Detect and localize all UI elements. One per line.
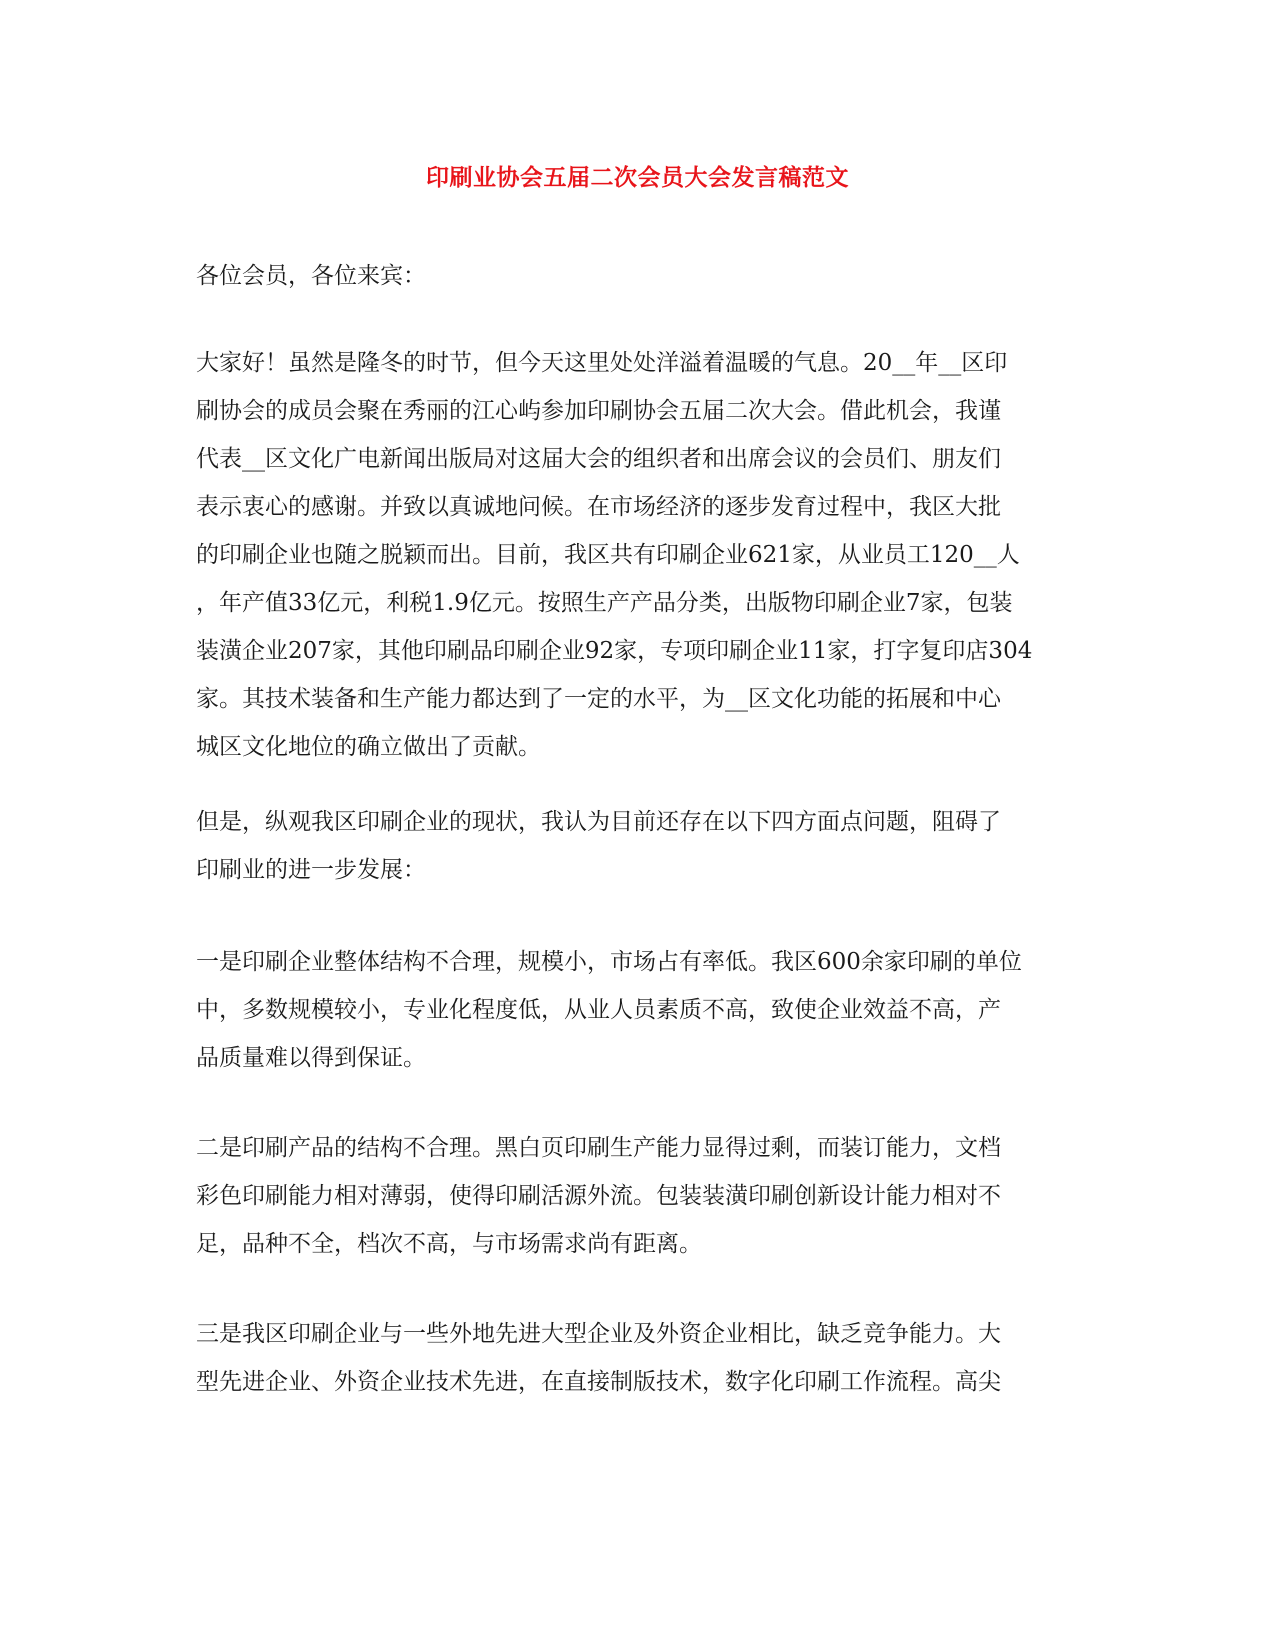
- paragraph-problem-one: [196, 938, 1086, 1082]
- paragraph-line: 大家好！虽然是隆冬的时节，但今天这里处处洋溢着温暖的气息。20__年__区印: [196, 350, 1008, 376]
- paragraph-line: 中，多数规模较小，专业化程度低，从业人员素质不高，致使企业效益不高，产: [196, 997, 1001, 1023]
- paragraph-problem-two: [196, 1124, 1086, 1268]
- paragraph-line: 城区文化地位的确立做出了贡献。: [196, 734, 541, 760]
- paragraph-problem-three: [196, 1310, 1086, 1406]
- paragraph-line: 家。其技术装备和生产能力都达到了一定的水平，为__区文化功能的拓展和中心: [196, 686, 1001, 712]
- paragraph-line: ，年产值33亿元，利税1.9亿元。按照生产产品分类，出版物印刷企业7家，包装: [196, 590, 1013, 616]
- salutation: [196, 252, 1086, 300]
- paragraph-line: 印刷业的进一步发展：: [196, 857, 426, 883]
- paragraph-line: 彩色印刷能力相对薄弱，使得印刷活源外流。包装装潢印刷创新设计能力相对不: [196, 1183, 1001, 1209]
- paragraph-line: 品质量难以得到保证。: [196, 1045, 426, 1071]
- paragraph-line: 一是印刷企业整体结构不合理，规模小，市场占有率低。我区600余家印刷的单位: [196, 949, 1022, 975]
- paragraph-line: 的印刷企业也随之脱颖而出。目前，我区共有印刷企业621家，从业员工120__人: [196, 542, 1020, 568]
- paragraph-line: 刷协会的成员会聚在秀丽的江心屿参加印刷协会五届二次大会。借此机会，我谨: [196, 398, 1001, 424]
- paragraph-line: 二是印刷产品的结构不合理。黑白页印刷生产能力显得过剩，而装订能力，文档: [196, 1135, 1001, 1161]
- paragraph-problems-intro: [196, 798, 1086, 894]
- paragraph-line: 代表__区文化广电新闻出版局对这届大会的组织者和出席会议的会员们、朋友们: [196, 446, 1001, 472]
- paragraph-intro: [196, 339, 1086, 771]
- paragraph-line: 型先进企业、外资企业技术先进，在直接制版技术，数字化印刷工作流程。高尖: [196, 1369, 1001, 1395]
- paragraph-line: 足，品种不全，档次不高，与市场需求尚有距离。: [196, 1231, 702, 1257]
- paragraph-line: 装潢企业207家，其他印刷品印刷企业92家，专项印刷企业11家，打字复印店304: [196, 638, 1033, 664]
- document-title: 印刷业协会五届二次会员大会发言稿范文: [426, 164, 849, 191]
- paragraph-line: 表示衷心的感谢。并致以真诚地问候。在市场经济的逐步发育过程中，我区大批: [196, 494, 1001, 520]
- salutation-line: 各位会员，各位来宾：: [196, 263, 426, 289]
- paragraph-line: 三是我区印刷企业与一些外地先进大型企业及外资企业相比，缺乏竞争能力。大: [196, 1321, 1001, 1347]
- paragraph-line: 但是，纵观我区印刷企业的现状，我认为目前还存在以下四方面点问题，阻碍了: [196, 809, 1001, 835]
